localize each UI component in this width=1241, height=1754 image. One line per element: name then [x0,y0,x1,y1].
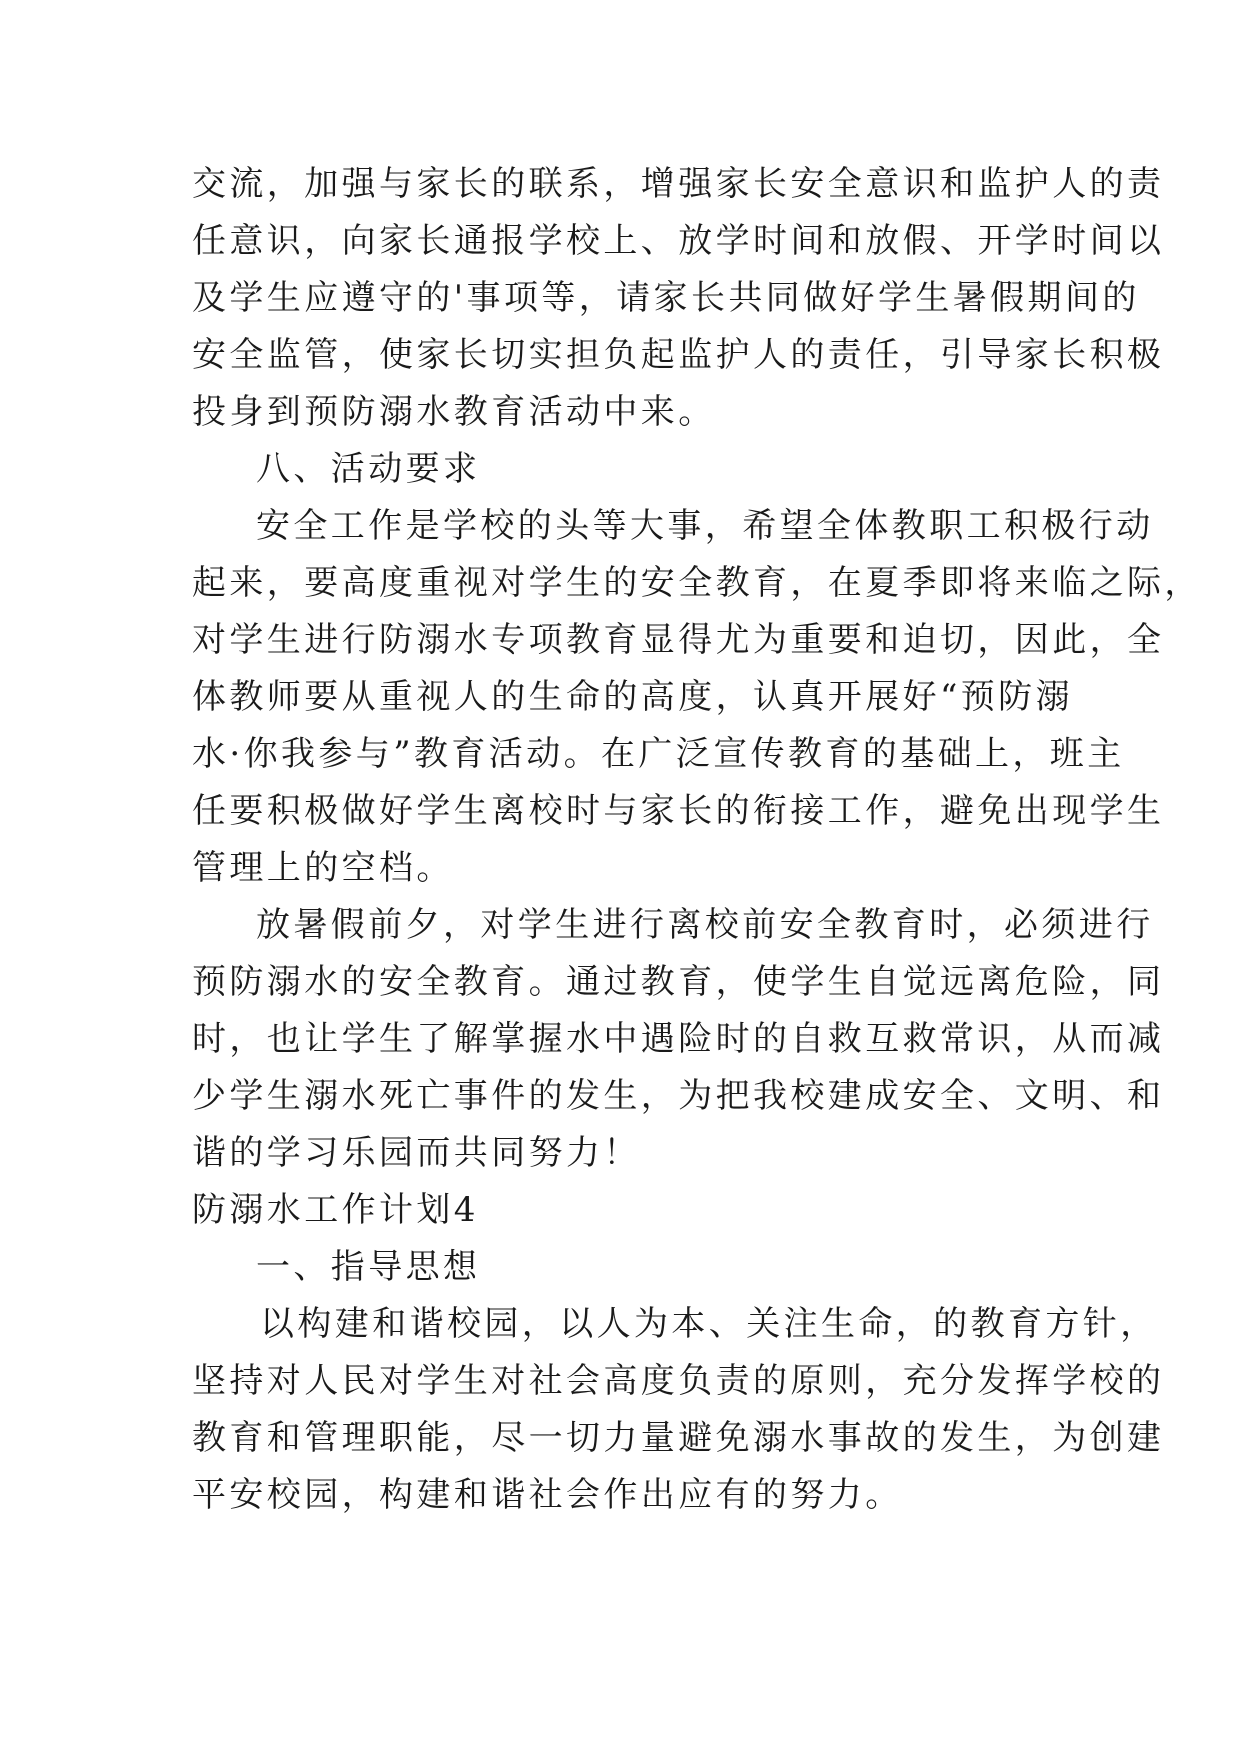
text-line: 教育和管理职能，尽一切力量避免溺水事故的发生，为创建 [192,1418,1165,1458]
text-line: 平安校园，构建和谐社会作出应有的努力。 [192,1475,903,1515]
section-heading-guiding-ideology: 一、指导思想 [256,1247,481,1287]
paragraph-guiding-ideology [192,1296,1165,1524]
text-line: 安全监管，使家长切实担负起监护人的责任，引导家长积极 [192,335,1165,375]
text-line: 对学生进行防溺水专项教育显得尤为重要和迫切，因此，全 [192,620,1165,660]
plan-title: 防溺水工作计划4 [192,1190,479,1230]
text-line: 安全工作是学校的头等大事，希望全体教职工积极行动 [256,506,1154,546]
text-line: 谐的学习乐园而共同努力！ [192,1133,641,1173]
text-line: 起来，要高度重视对学生的安全教育，在夏季即将来临之际， [192,563,1202,603]
text-line: 水·你我参与”教育活动。在广泛宣传教育的基础上，班主 [192,734,1125,774]
text-line: 以构建和谐校园，以人为本、关注生命，的教育方针， [260,1304,1158,1344]
text-line: 及学生应遵守的'事项等，请家长共同做好学生暑假期间的 [192,278,1140,318]
text-line: 任意识，向家长通报学校上、放学时间和放假、开学时间以 [192,221,1165,261]
text-line: 少学生溺水死亡事件的发生，为把我校建成安全、文明、和 [192,1076,1165,1116]
text-line: 坚持对人民对学生对社会高度负责的原则，充分发挥学校的 [192,1361,1165,1401]
text-line: 任要积极做好学生离校时与家长的衔接工作，避免出现学生 [192,791,1165,831]
section-heading-activity-requirements: 八、活动要求 [256,449,481,489]
text-line: 投身到预防溺水教育活动中来。 [192,392,716,432]
paragraph-summer-vacation [192,897,1165,1182]
text-line: 交流，加强与家长的联系，增强家长安全意识和监护人的责 [192,164,1165,204]
paragraph-safety-work [192,498,1202,897]
text-line: 放暑假前夕，对学生进行离校前安全教育时，必须进行 [256,905,1154,945]
text-line: 体教师要从重视人的生命的高度，认真开展好“预防溺 [192,677,1073,717]
paragraph-parent-liaison [192,156,1165,441]
text-line: 时，也让学生了解掌握水中遇险时的自救互救常识，从而减 [192,1019,1165,1059]
document-page [192,156,1202,1524]
text-line: 管理上的空档。 [192,848,454,888]
text-line: 预防溺水的安全教育。通过教育，使学生自觉远离危险，同 [192,962,1165,1002]
